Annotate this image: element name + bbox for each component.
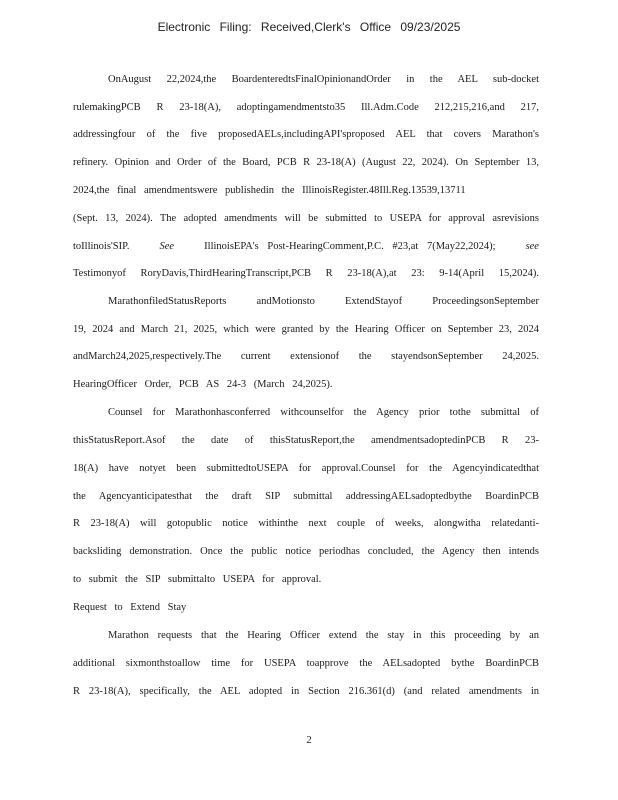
paragraph-3-line-2: thisStatusReport.Asof the date of thisStatusReport,the amendmentsadoptedinPCB R 23-: [73, 435, 539, 446]
section-heading: Request to Extend Stay: [73, 602, 187, 613]
paragraph-2-line-2: 19, 2024 and March 21, 2025, which were granted by the Hearing Officer on September 23, 2024: [73, 324, 539, 335]
paragraph-1-line-5: 2024,the final amendmentswere publishedin the IllinoisRegister.48Ill.Reg.13539,13711: [73, 185, 466, 196]
paragraph-1-line-6: (Sept. 13, 2024). The adopted amendments will be submitted to USEPA for approval asrevisions: [73, 213, 539, 224]
paragraph-4-line-1: Marathon requests that the Hearing Officer extend the stay in this proceeding by an: [108, 630, 539, 641]
paragraph-3-line-4: the Agencyanticipatesthat the draft SIP submittal addressingAELsadoptedbythe BoardinPCB: [73, 491, 539, 502]
paragraph-3-line-6: backsliding demonstration. Once the public notice periodhas concluded, the Agency then intends: [73, 546, 539, 557]
paragraph-2-line-3: andMarch24,2025,respectively.The current extensionof the stayendsonSeptember 24,2025.: [73, 351, 539, 362]
paragraph-1-line-4: refinery. Opinion and Order of the Board, PCB R 23-18(A) (August 22, 2024). On September 13,: [73, 157, 539, 168]
paragraph-1-line-1: OnAugust 22,2024,the BoardenteredtsFinalOpinionandOrder in the AEL sub-docket: [108, 74, 539, 85]
paragraph-3-line-1: Counsel for Marathonhasconferred withcounselfor the Agency prior tothe submittal of: [108, 407, 539, 418]
paragraph-3-line-5: R 23-18(A) will gotopublic notice withinthe next couple of weeks, alongwitha relatedanti-: [73, 518, 539, 529]
electronic-filing-header: Electronic Filing: Received,Clerk's Office 09/23/2025: [157, 20, 461, 34]
paragraph-1-line-7: [73, 240, 539, 254]
paragraph-1-line-2: rulemakingPCB R 23-18(A), adoptingamendmentsto35 Ill.Adm.Code 212,215,216,and 217,: [73, 102, 539, 113]
paragraph-2-line-4: HearingOfficer Order, PCB AS 24-3 (March 24,2025).: [73, 379, 333, 390]
paragraph-4-line-3: R 23-18(A), specifically, the AEL adopted in Section 216.361(d) (and related amendments in: [73, 686, 539, 697]
citation-text-b: IllinoisEPA's Post-HearingComment,P.C. #23,at 7(May22,2024);: [204, 241, 496, 252]
paragraph-1-line-3: addressingfour of the five proposedAELs,includingAPI'sproposed AEL that covers Marathon's: [73, 129, 539, 140]
paragraph-1-line-8: Testimonyof RoryDavis,ThirdHearingTranscript,PCB R 23-18(A),at 23: 9-14(April 15,2024).: [73, 268, 539, 279]
paragraph-4-line-2: additional sixmonthstoallow time for USEPA toapprove the AELsadopted bythe BoardinPCB: [73, 658, 539, 669]
paragraph-3-line-7: to submit the SIP submittalto USEPA for approval.: [73, 574, 322, 585]
see-signal-2: see: [525, 241, 539, 252]
citation-text-a: toIllinois'SIP.: [73, 241, 130, 252]
paragraph-2-line-1: MarathonfiledStatusReports andMotionsto ExtendStayof ProceedingsonSeptember: [108, 296, 539, 307]
see-signal-1: See: [159, 241, 175, 252]
paragraph-3-line-3: 18(A) have notyet been submittedtoUSEPA for approval.Counsel for the Agencyindicatedthat: [73, 463, 539, 474]
page-number: 2: [306, 734, 312, 746]
